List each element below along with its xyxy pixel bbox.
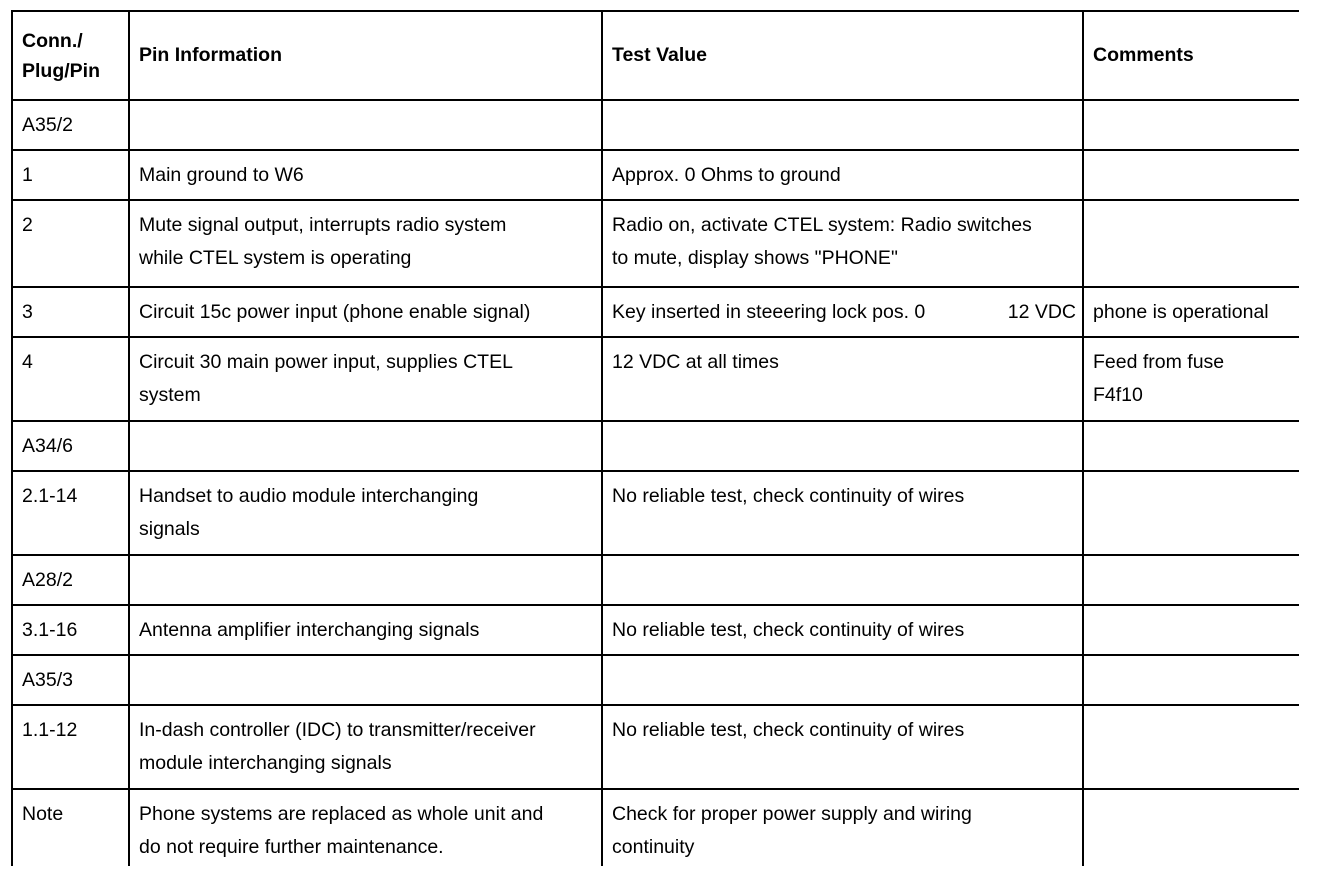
note-test-line2: continuity: [612, 836, 695, 858]
connector-label: A34/6: [12, 421, 129, 471]
pin-information-line2: module interchanging signals: [139, 752, 392, 774]
test-value: No reliable test, check continuity of wires: [602, 471, 1083, 555]
test-value: [602, 287, 1083, 337]
pin-information-line1: Mute signal output, interrupts radio system: [139, 214, 507, 236]
pin-information: [129, 705, 602, 789]
table-row: [12, 471, 1299, 555]
connector-group-row: [12, 100, 1299, 150]
comment: [1083, 471, 1299, 555]
test-value: [602, 200, 1083, 287]
column-header-pin-information: Pin Information: [129, 11, 602, 100]
pin-information: [129, 337, 602, 421]
column-header-conn-plug-pin: [12, 11, 129, 100]
table-row: [12, 150, 1299, 200]
pin-test-table: [11, 10, 1299, 866]
pin-number: 3: [12, 287, 129, 337]
empty-cell: [602, 421, 1083, 471]
pin-information-line2: system: [139, 384, 201, 406]
empty-cell: [602, 655, 1083, 705]
test-value-line2: to mute, display shows "PHONE": [612, 247, 898, 269]
pin-number: 1.1-12: [12, 705, 129, 789]
comment: [1083, 200, 1299, 287]
empty-cell: [1083, 655, 1299, 705]
connector-group-row: [12, 421, 1299, 471]
pin-information: [129, 471, 602, 555]
note-test-value: [602, 789, 1083, 866]
pin-information-line1: In-dash controller (IDC) to transmitter/receiver: [139, 719, 536, 741]
note-label: Note: [12, 789, 129, 866]
empty-cell: [129, 100, 602, 150]
comment: phone is operational: [1083, 287, 1299, 337]
column-header-test-value: Test Value: [602, 11, 1083, 100]
comment: [1083, 789, 1299, 866]
header-conn-line1: Conn./: [22, 29, 83, 52]
pin-number: 3.1-16: [12, 605, 129, 655]
pin-information-sheet: [11, 10, 1299, 866]
connector-label: A35/3: [12, 655, 129, 705]
note-test-line1: Check for proper power supply and wiring: [612, 803, 972, 825]
empty-cell: [1083, 555, 1299, 605]
table-row: [12, 200, 1299, 287]
table-row: [12, 337, 1299, 421]
empty-cell: [129, 421, 602, 471]
test-value-line1: Radio on, activate CTEL system: Radio switches: [612, 214, 1032, 236]
empty-cell: [129, 555, 602, 605]
pin-information-line1: Circuit 30 main power input, supplies CTEL: [139, 351, 513, 373]
pin-information: Main ground to W6: [129, 150, 602, 200]
empty-cell: [1083, 421, 1299, 471]
column-header-comments: Comments: [1083, 11, 1299, 100]
pin-information: [129, 200, 602, 287]
test-condition: Key inserted in steeering lock pos. 0: [612, 301, 926, 323]
note-information-line2: do not require further maintenance.: [139, 836, 444, 858]
test-value: Approx. 0 Ohms to ground: [602, 150, 1083, 200]
header-conn-line2: Plug/Pin: [22, 59, 100, 82]
pin-number: 1: [12, 150, 129, 200]
empty-cell: [602, 555, 1083, 605]
connector-group-row: [12, 555, 1299, 605]
comment: [1083, 337, 1299, 421]
empty-cell: [1083, 100, 1299, 150]
test-value: 12 VDC at all times: [602, 337, 1083, 421]
test-value: No reliable test, check continuity of wires: [602, 705, 1083, 789]
connector-group-row: [12, 655, 1299, 705]
table-header-row: [12, 11, 1299, 100]
comment-line1: Feed from fuse: [1093, 351, 1225, 373]
empty-cell: [602, 100, 1083, 150]
pin-information-line2: while CTEL system is operating: [139, 247, 412, 269]
pin-information-line2: signals: [139, 518, 200, 540]
test-voltage: 12 VDC: [1007, 301, 1076, 323]
connector-label: A35/2: [12, 100, 129, 150]
note-information-line1: Phone systems are replaced as whole unit and: [139, 803, 544, 825]
empty-cell: [129, 655, 602, 705]
pin-information-line1: Handset to audio module interchanging: [139, 485, 479, 507]
table-row: [12, 287, 1299, 337]
note-row: [12, 789, 1299, 866]
pin-information: Antenna amplifier interchanging signals: [129, 605, 602, 655]
note-information: [129, 789, 602, 866]
comment: [1083, 605, 1299, 655]
table-row: [12, 705, 1299, 789]
comment: [1083, 150, 1299, 200]
comment-line2: F4f10: [1093, 384, 1143, 406]
connector-label: A28/2: [12, 555, 129, 605]
pin-number: 4: [12, 337, 129, 421]
table-row: [12, 605, 1299, 655]
pin-number: 2.1-14: [12, 471, 129, 555]
comment: [1083, 705, 1299, 789]
test-value: No reliable test, check continuity of wires: [602, 605, 1083, 655]
pin-information: Circuit 15c power input (phone enable signal): [129, 287, 602, 337]
pin-number: 2: [12, 200, 129, 287]
